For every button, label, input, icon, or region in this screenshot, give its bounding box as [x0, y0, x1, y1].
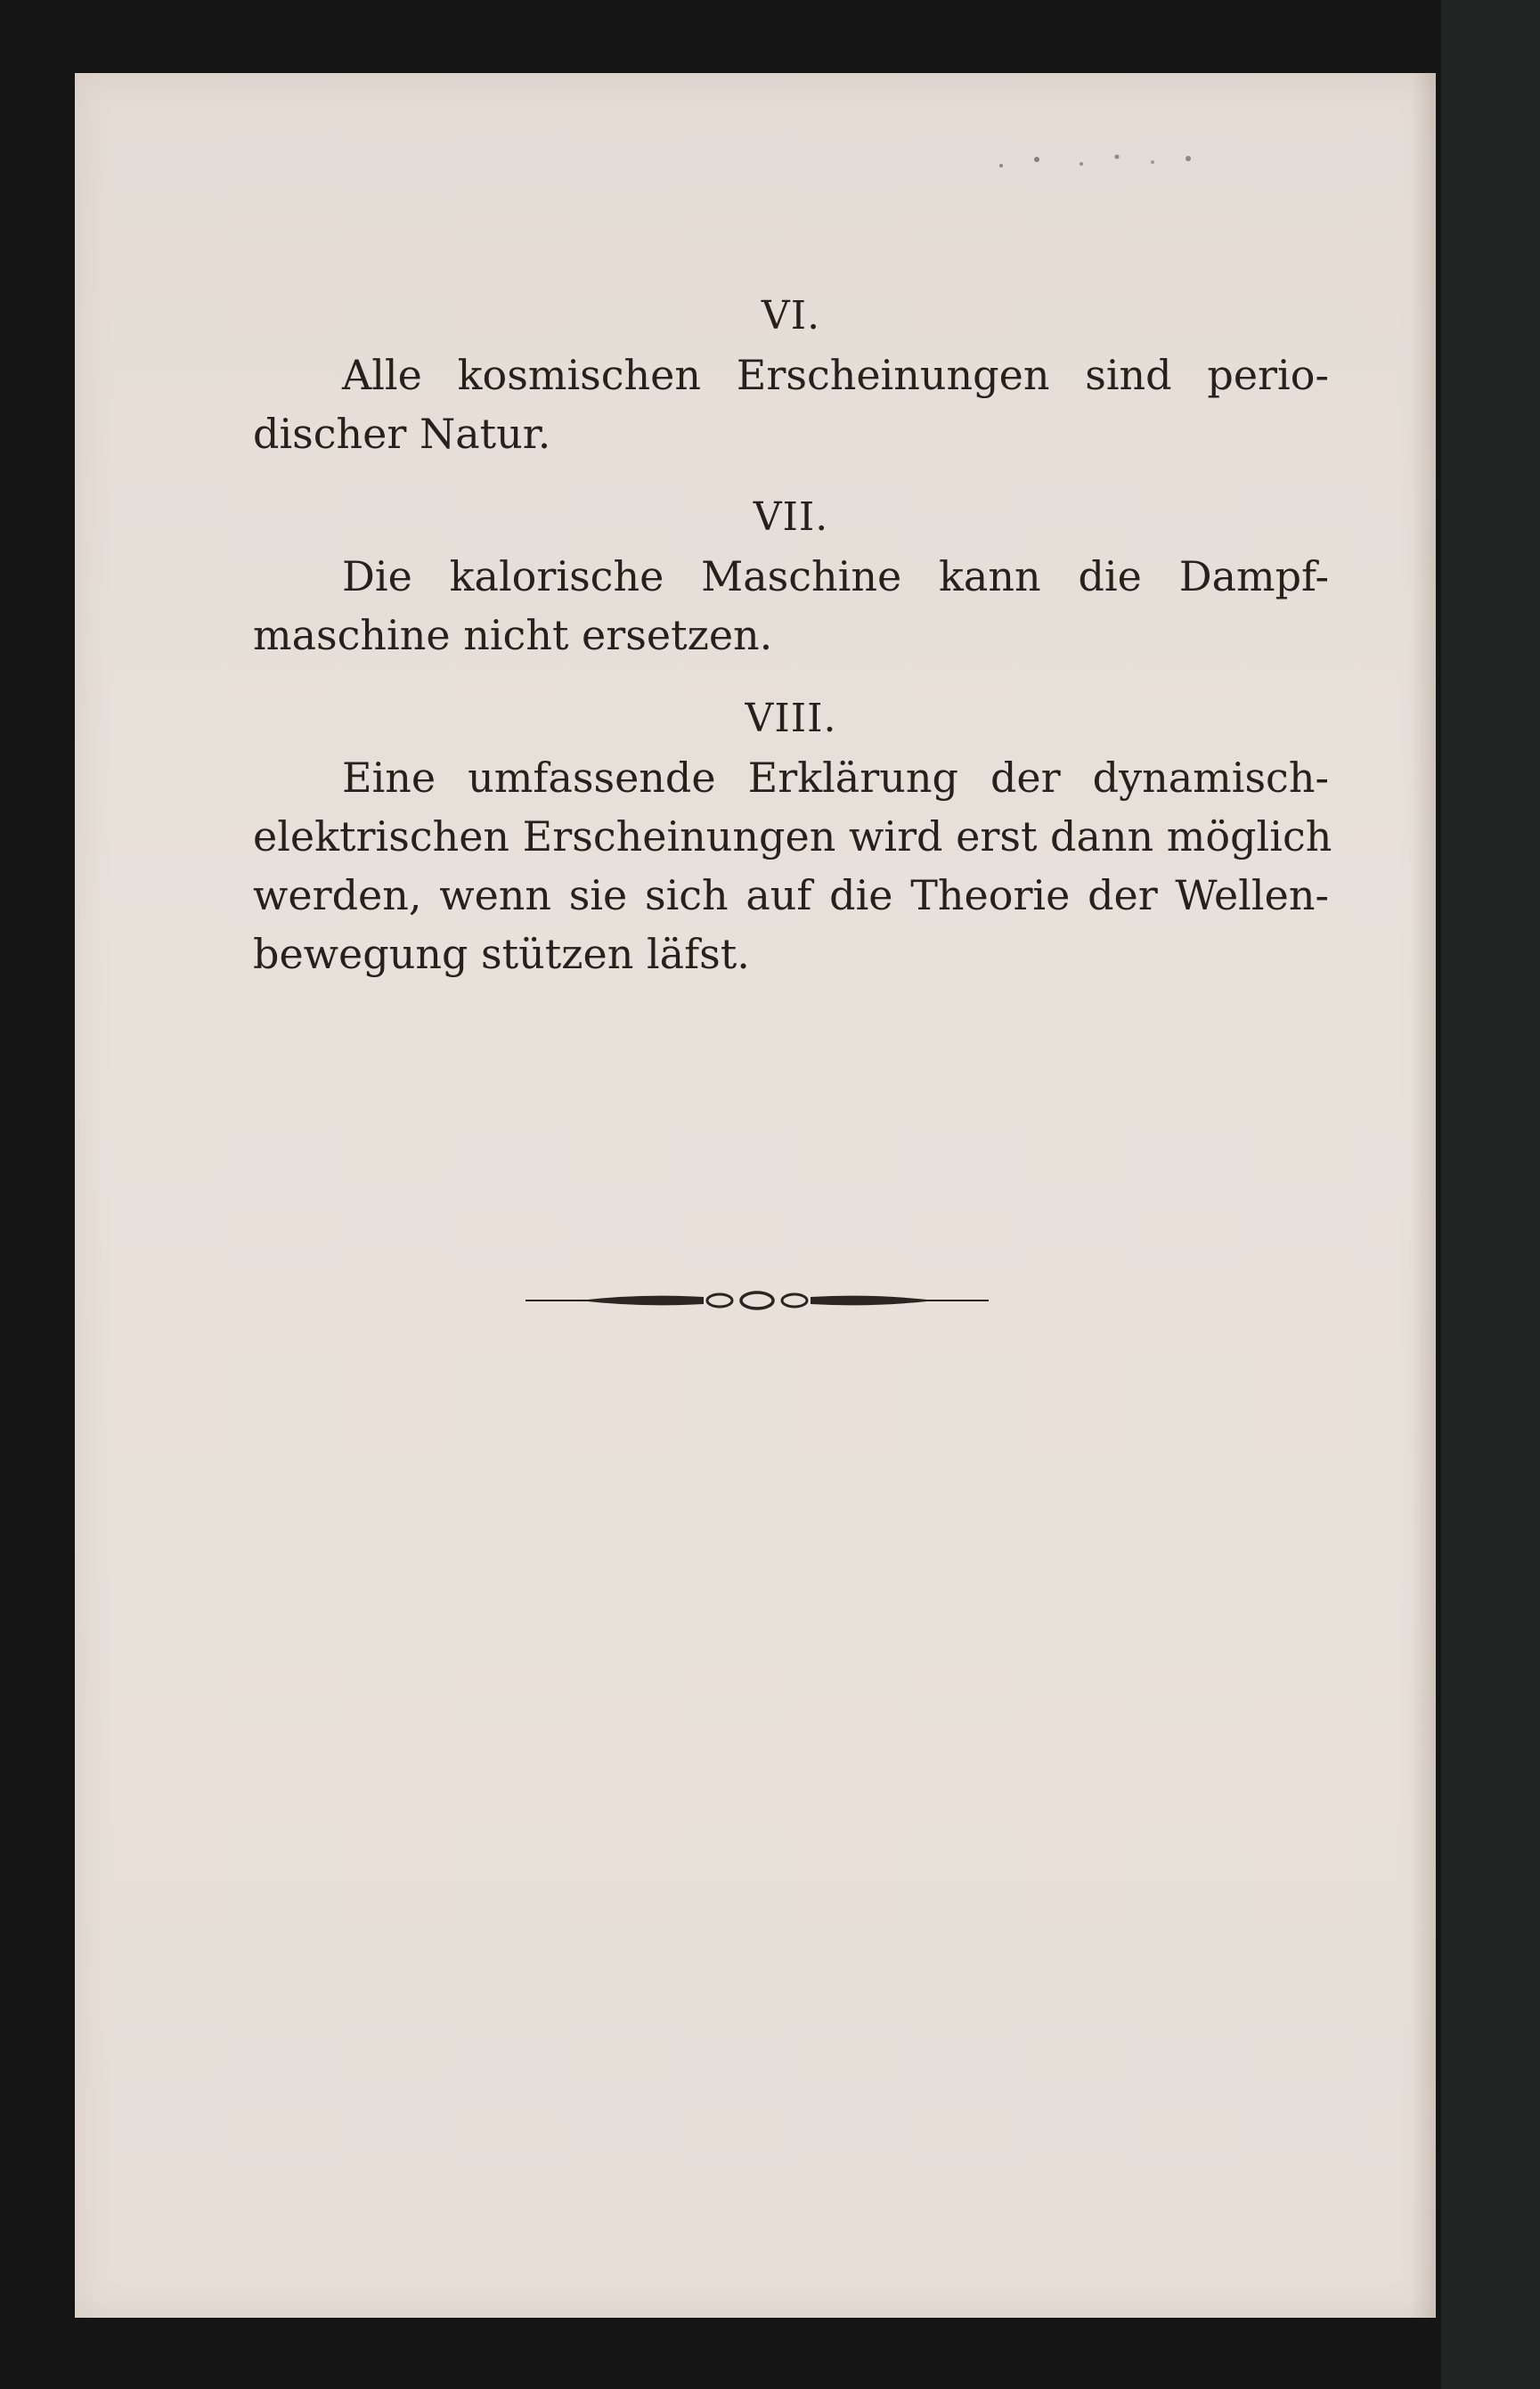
section-numeral: VIII.: [745, 696, 837, 741]
page-text: [253, 287, 1332, 983]
paragraph-line: bewegung stützen läfst.: [253, 930, 750, 978]
page-edge-shadow: [1411, 73, 1436, 2318]
paper-specks: [983, 146, 1251, 182]
section-viii: [253, 689, 1332, 983]
section-numeral: VI.: [761, 293, 821, 338]
paragraph-line: werden, wenn sie sich auf die Theorie der Wellen-: [253, 871, 1329, 919]
section-vii: [253, 488, 1329, 665]
paragraph-line: Alle kosmischen Erscheinungen sind perio-: [342, 351, 1329, 399]
section-numeral: VII.: [753, 494, 829, 540]
closing-ornament: [526, 1283, 989, 1318]
section-vi: [253, 287, 1329, 463]
paragraph-line: Die kalorische Maschine kann die Dampf-: [342, 552, 1329, 600]
paragraph-line: discher Natur.: [253, 410, 551, 458]
scanner-edge: [1441, 0, 1540, 2389]
paragraph-line: elektrischen Erscheinungen wird erst dann möglich: [253, 812, 1332, 860]
paragraph-line: Eine umfassende Erklärung der dynamisch-: [342, 754, 1329, 802]
paragraph-line: maschine nicht ersetzen.: [253, 611, 773, 659]
